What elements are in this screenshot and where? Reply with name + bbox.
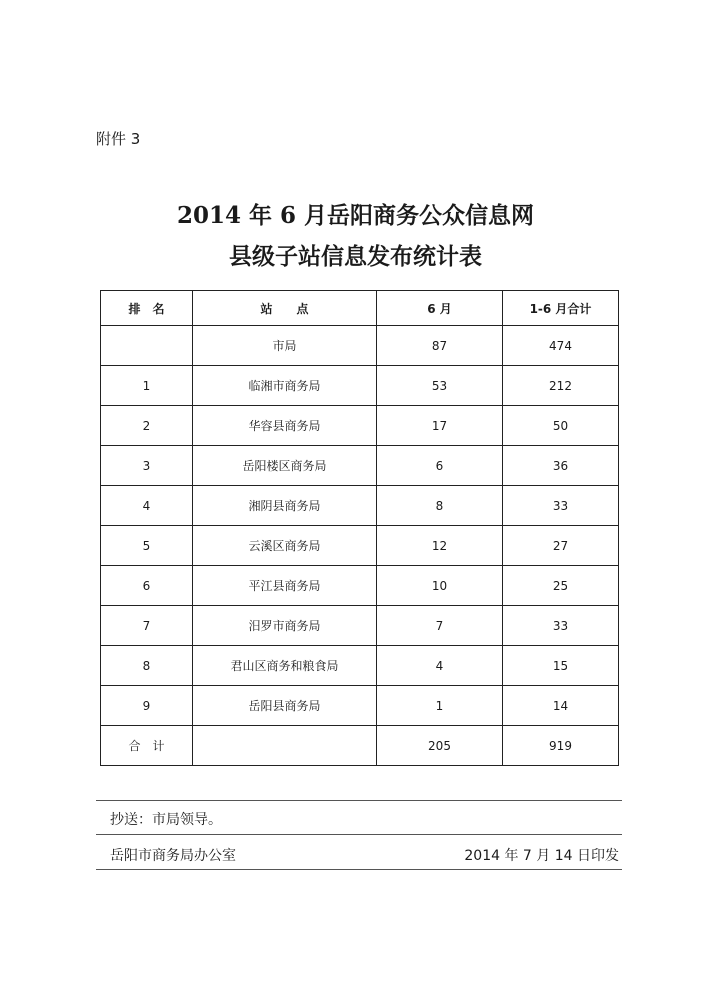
cell-june: 17	[377, 406, 503, 446]
cell-station: 岳阳县商务局	[193, 686, 377, 726]
cell-rank: 8	[101, 646, 193, 686]
attachment-label: 附件 3	[96, 130, 141, 148]
issuer-name: 岳阳市商务局办公室	[110, 848, 236, 864]
footer-divider-bottom	[96, 869, 622, 870]
document-title-line2: 县级子站信息发布统计表	[229, 243, 482, 270]
cell-rank: 5	[101, 526, 193, 566]
statistics-table	[100, 290, 619, 766]
cell-total: 212	[503, 366, 619, 406]
footer-divider-top	[96, 800, 622, 801]
cell-rank: 3	[101, 446, 193, 486]
table-row	[101, 686, 619, 726]
footer-divider-middle	[96, 834, 622, 835]
cell-total: 474	[503, 326, 619, 366]
table-body	[101, 326, 619, 766]
table-row	[101, 566, 619, 606]
cell-june: 1	[377, 686, 503, 726]
cell-june: 87	[377, 326, 503, 366]
header-station: 站 点	[193, 291, 377, 326]
cell-rank: 2	[101, 406, 193, 446]
table-row	[101, 406, 619, 446]
cell-june: 205	[377, 726, 503, 766]
cell-station: 平江县商务局	[193, 566, 377, 606]
cell-station: 君山区商务和粮食局	[193, 646, 377, 686]
cell-station: 湘阴县商务局	[193, 486, 377, 526]
cell-rank: 9	[101, 686, 193, 726]
cell-total: 36	[503, 446, 619, 486]
cell-total: 14	[503, 686, 619, 726]
document-title-line1: 2014 年 6 月岳阳商务公众信息网	[176, 202, 535, 229]
cell-rank: 4	[101, 486, 193, 526]
cell-rank: 1	[101, 366, 193, 406]
cell-rank: 7	[101, 606, 193, 646]
cell-june: 6	[377, 446, 503, 486]
cell-total: 33	[503, 606, 619, 646]
cc-line: 抄送：市局领导。	[110, 812, 222, 828]
cell-total: 919	[503, 726, 619, 766]
table-row	[101, 446, 619, 486]
cell-total: 15	[503, 646, 619, 686]
cell-station: 临湘市商务局	[193, 366, 377, 406]
cell-total: 33	[503, 486, 619, 526]
table-row	[101, 526, 619, 566]
cell-june: 4	[377, 646, 503, 686]
cell-june: 53	[377, 366, 503, 406]
cell-total: 27	[503, 526, 619, 566]
table-row	[101, 726, 619, 766]
cell-june: 7	[377, 606, 503, 646]
header-june: 6 月	[377, 291, 503, 326]
table-row	[101, 366, 619, 406]
header-total: 1-6 月合计	[503, 291, 619, 326]
table-row	[101, 326, 619, 366]
table-row	[101, 606, 619, 646]
header-rank: 排 名	[101, 291, 193, 326]
cell-june: 10	[377, 566, 503, 606]
cell-station: 汨罗市商务局	[193, 606, 377, 646]
cell-rank: 6	[101, 566, 193, 606]
cell-total: 25	[503, 566, 619, 606]
table-row	[101, 486, 619, 526]
cell-rank: 合 计	[101, 726, 193, 766]
cell-total: 50	[503, 406, 619, 446]
cell-station: 市局	[193, 326, 377, 366]
table-row	[101, 646, 619, 686]
table-header-row	[101, 291, 619, 326]
cell-june: 12	[377, 526, 503, 566]
issue-date: 2014 年 7 月 14 日印发	[464, 848, 619, 864]
cell-station: 云溪区商务局	[193, 526, 377, 566]
cell-station	[193, 726, 377, 766]
cell-station: 岳阳楼区商务局	[193, 446, 377, 486]
cell-station: 华容县商务局	[193, 406, 377, 446]
cell-rank	[101, 326, 193, 366]
cell-june: 8	[377, 486, 503, 526]
